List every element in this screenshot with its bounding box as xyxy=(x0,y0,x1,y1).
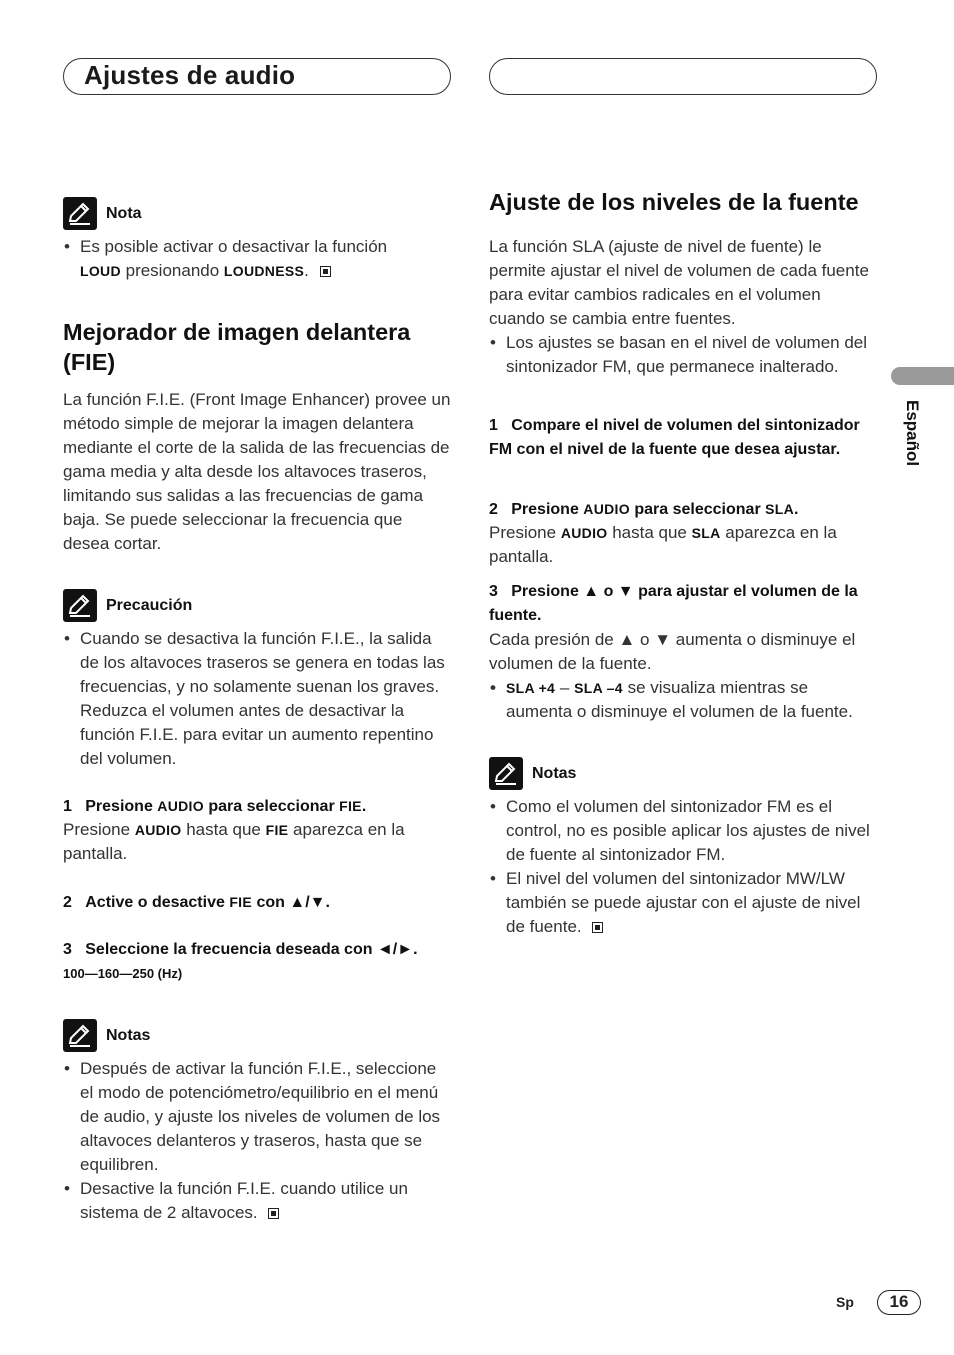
note-header xyxy=(63,197,142,230)
fie-step-1: 1 Presione AUDIO para seleccionar FIE. xyxy=(63,798,367,815)
sla-bullet-list xyxy=(489,331,874,379)
end-mark-icon xyxy=(268,1208,279,1219)
caution-label: Precaución xyxy=(106,596,193,614)
caution-header xyxy=(63,589,192,622)
note-label: Nota xyxy=(106,204,142,222)
notes-header xyxy=(63,1019,150,1052)
pencil-note-icon xyxy=(63,1019,97,1052)
page-title: Ajustes de audio xyxy=(84,60,296,90)
fie-intro: La función F.I.E. (Front Image Enhancer) provee un método simple de mejorar la imagen delantera mediante el corte de la salida de las frecuencias de gama media y alta desde los altavoces traseros, limitando sus salidas a las frecuencias de gama baja. Se puede seleccionar la frecuencia que desea cortar. xyxy=(63,390,451,553)
notes-label: Notas xyxy=(532,764,577,782)
notes-label: Notas xyxy=(106,1026,151,1044)
list-item: • El nivel del volumen del sintonizador MW/LW también se puede ajustar con el ajuste de nivel de fuente. xyxy=(489,867,874,939)
caution-item: • Cuando se desactiva la función F.I.E., la salida de los altavoces traseros se genera en todas las frecuencias, y no solamente suenan los graves. Reduzca el volumen antes de desactivar la función F.I.E. para evitar un aumento repentino del volumen. xyxy=(63,627,451,771)
notes-header xyxy=(489,757,576,790)
sla-range-list xyxy=(489,676,874,724)
pencil-note-icon xyxy=(63,589,97,622)
list-item: • Desactive la función F.I.E. cuando utilice un sistema de 2 altavoces. xyxy=(63,1177,451,1225)
note-list xyxy=(63,235,451,283)
language-label-box xyxy=(902,400,922,490)
end-mark-icon xyxy=(592,922,603,933)
pencil-note-icon xyxy=(63,197,97,230)
sla-step-3-body: Cada presión de ▲ o ▼ aumenta o disminuye el volumen de la fuente. xyxy=(489,630,856,673)
header-title-box xyxy=(63,58,451,95)
frequency-scale: 100—160—250 (Hz) xyxy=(63,966,183,981)
fie-step-1-body: Presione AUDIO hasta que FIE aparezca en la pantalla. xyxy=(63,820,405,863)
language-label: Español xyxy=(903,400,922,467)
pencil-note-icon xyxy=(489,757,523,790)
sla-step-1: 1 Compare el nivel de volumen del sintonizador FM con el nivel de la fuente que desea ajustar. xyxy=(489,417,860,458)
notes-list xyxy=(489,795,874,939)
list-item: • Como el volumen del sintonizador FM es el control, no es posible aplicar los ajustes de nivel de fuente al sintonizador FM. xyxy=(489,795,874,867)
language-code: Sp xyxy=(836,1294,854,1310)
fie-step-2: 2 Active o desactive FIE con ▲/▼. xyxy=(63,894,330,911)
sla-step-2-body: Presione AUDIO hasta que SLA aparezca en la pantalla. xyxy=(489,523,837,566)
language-tab xyxy=(891,367,954,385)
fie-step-3: 3 Seleccione la frecuencia deseada con ◄/►. xyxy=(63,941,418,958)
caution-list xyxy=(63,627,451,771)
header-empty-box xyxy=(489,58,877,95)
notes-list xyxy=(63,1057,451,1225)
sla-intro: La función SLA (ajuste de nivel de fuente) le permite ajustar el nivel de volumen de cada fuente para evitar cambios radicales en el volumen cuando se cambia entre fuentes. xyxy=(489,237,869,328)
page-number: 16 xyxy=(877,1290,921,1315)
sla-step-2: 2 Presione AUDIO para seleccionar SLA. xyxy=(489,501,799,518)
section-title-fie: Mejorador de imagen delantera (FIE) xyxy=(63,319,411,375)
sla-step-3: 3 Presione ▲ o ▼ para ajustar el volumen de la fuente. xyxy=(489,583,858,624)
list-item: • Los ajustes se basan en el nivel de volumen del sintonizador FM, que permanece inalterado. xyxy=(489,331,874,379)
end-mark-icon xyxy=(320,266,331,277)
section-title-sla: Ajuste de los niveles de la fuente xyxy=(489,189,859,215)
note-item: • Es posible activar o desactivar la función LOUD presionando LOUDNESS. xyxy=(63,235,451,283)
list-item: • SLA +4 – SLA –4 se visualiza mientras se aumenta o disminuye el volumen de la fuente. xyxy=(489,676,874,724)
list-item: • Después de activar la función F.I.E., seleccione el modo de potenciómetro/equilibrio en el menú de audio, y ajuste los niveles de volumen de los altavoces delanteros y traseros, hasta que se equilibren. xyxy=(63,1057,451,1177)
